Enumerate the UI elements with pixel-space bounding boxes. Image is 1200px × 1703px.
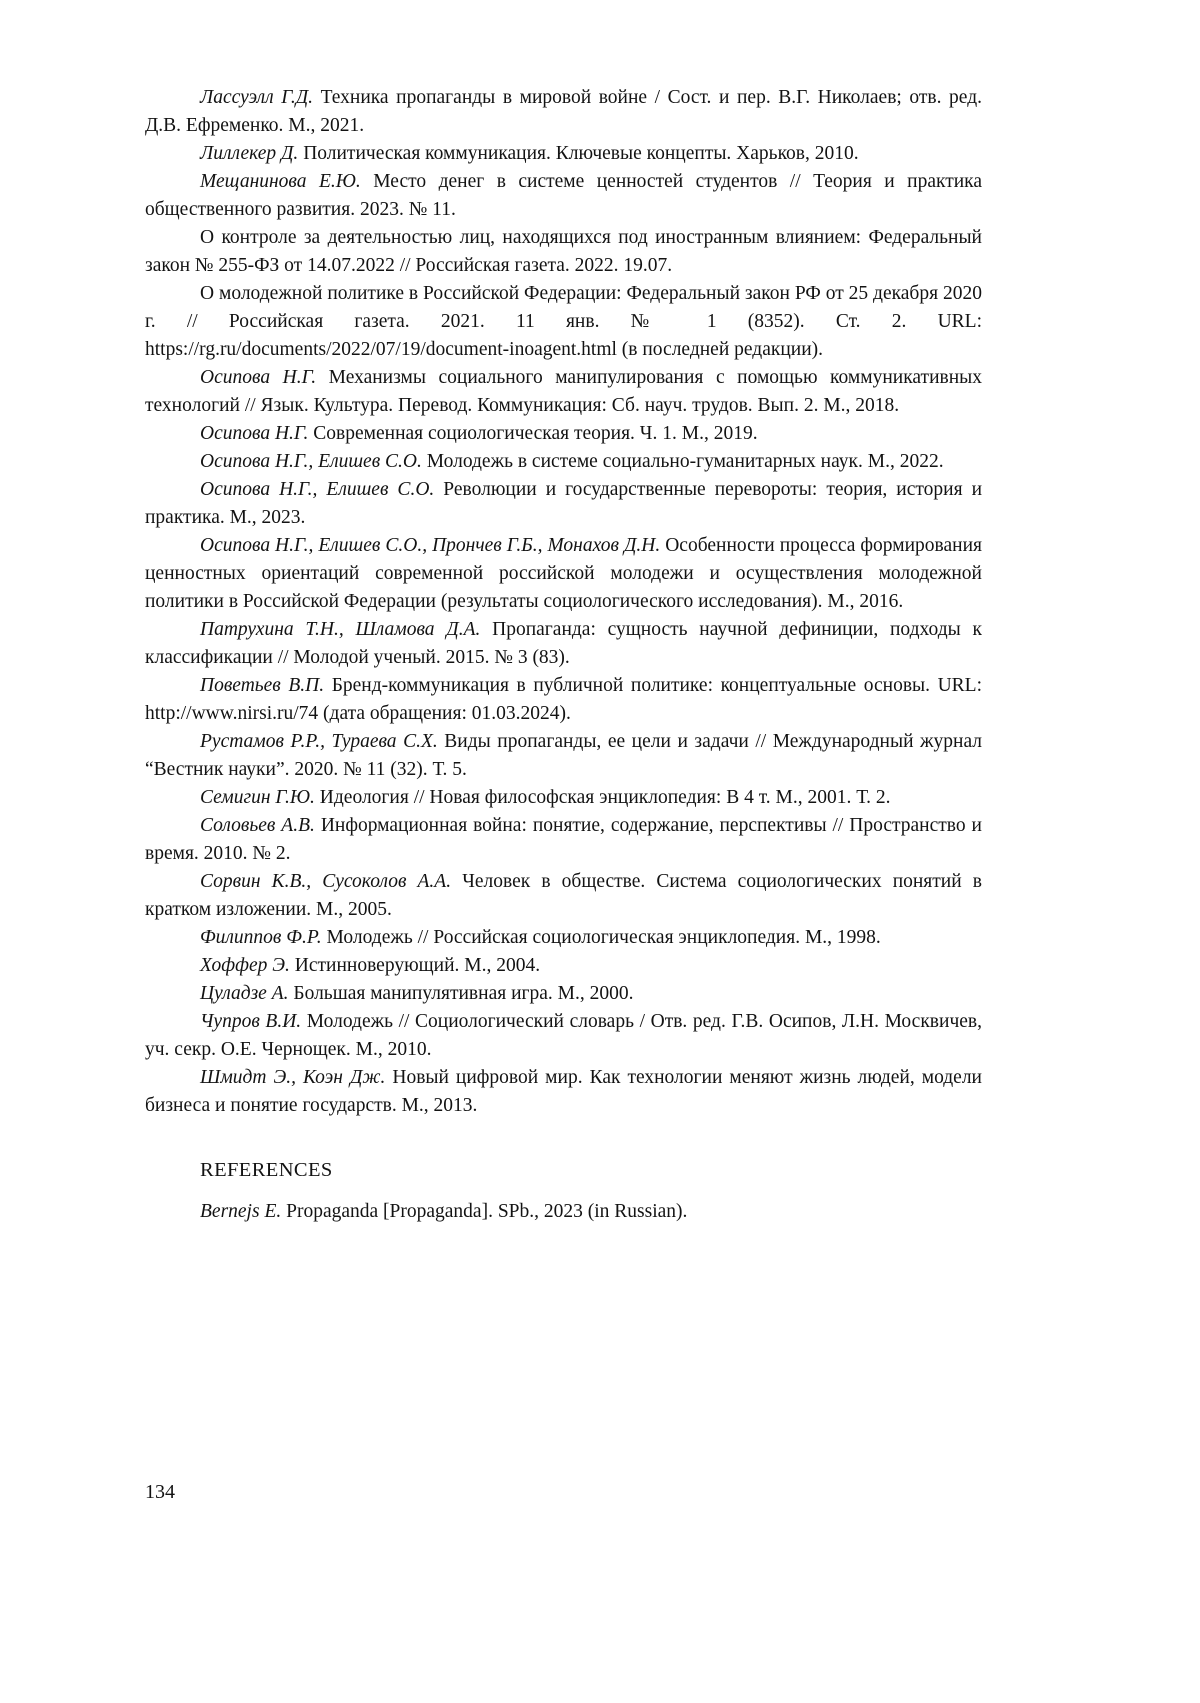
reference-entry — [145, 532, 982, 616]
reference-text: Новый цифровой мир. Как технологии меняют жизнь людей, модели бизнеса и понятие государств. М., 2013. — [145, 1067, 982, 1116]
reference-entry — [145, 224, 982, 280]
reference-author: Филиппов Ф.Р. — [200, 927, 327, 948]
reference-author: Патрухина Т.Н., Шламова Д.А. — [200, 619, 493, 640]
reference-text: Пропаганда: сущность научной дефиниции, подходы к классификации // Молодой ученый. 2015. № 3 (83). — [145, 619, 982, 668]
reference-entry — [145, 476, 982, 532]
reference-text: О контроле за деятельностью лиц, находящихся под иностранным влиянием: Федеральный закон № 255-ФЗ от 14.07.2022 // Российская газета. 2022. 19.07. — [145, 227, 982, 276]
reference-entry — [145, 420, 982, 448]
reference-author: Поветьев В.П. — [200, 675, 332, 696]
reference-author: Рустамов Р.Р., Тураева С.Х. — [200, 731, 445, 752]
reference-author: Bernejs E. — [200, 1201, 287, 1222]
reference-text: Большая манипулятивная игра. М., 2000. — [293, 983, 634, 1004]
reference-author: Лассуэлл Г.Д. — [200, 87, 321, 108]
reference-entry — [145, 812, 982, 868]
reference-author: Осипова Н.Г. — [200, 423, 314, 444]
reference-author: Семигин Г.Ю. — [200, 787, 320, 808]
reference-entry — [145, 728, 982, 784]
reference-entry — [145, 364, 982, 420]
reference-entry — [145, 924, 982, 952]
reference-text: Виды пропаганды, ее цели и задачи // Международный журнал “Вестник науки”. 2020. № 11 (32). Т. 5. — [145, 731, 982, 780]
reference-author: Мещанинова Е.Ю. — [200, 171, 374, 192]
reference-text: Революции и государственные перевороты: теория, история и практика. М., 2023. — [145, 479, 983, 528]
reference-text: Propaganda [Propaganda]. SPb., 2023 (in Russian). — [286, 1201, 688, 1222]
reference-author: Осипова Н.Г. — [200, 367, 329, 388]
reference-entry — [145, 868, 982, 924]
reference-text: Место денег в системе ценностей студентов // Теория и практика общественного развития. 2023. № 11. — [145, 171, 982, 220]
reference-text: Молодежь // Социологический словарь / Отв. ред. Г.В. Осипов, Л.Н. Москвичев, уч. секр. О.Е. Чернощек. М., 2010. — [145, 1011, 982, 1060]
reference-entry — [145, 616, 982, 672]
reference-text: Молодежь в системе социально-гуманитарных наук. М., 2022. — [426, 451, 944, 472]
reference-author: Шмидт Э., Коэн Дж. — [200, 1067, 393, 1088]
reference-entry — [145, 1064, 982, 1120]
reference-author: Осипова Н.Г., Елишев С.О., Прончев Г.Б., Монахов Д.Н. — [200, 535, 666, 556]
reference-author: Осипова Н.Г., Елишев С.О. — [200, 479, 444, 500]
reference-text: Бренд-коммуникация в публичной политике: концептуальные основы. URL: http://www.nirsi.ru/74 (дата обращения: 01.03.2024). — [145, 675, 983, 724]
reference-text: Идеология // Новая философская энциклопедия: В 4 т. М., 2001. Т. 2. — [319, 787, 891, 808]
reference-entry — [145, 84, 982, 140]
reference-text: Политическая коммуникация. Ключевые концепты. Харьков, 2010. — [303, 143, 859, 164]
reference-author: Хоффер Э. — [200, 955, 295, 976]
reference-text: О молодежной политике в Российской Федерации: Федеральный закон РФ от 25 декабря 2020 г. // Российская газета. 2021. 11 янв. № 1 (8352). Ст. 2. URL: https://rg.ru/documents/2022/07/19/document-inoagent.html (в последней редакции). — [145, 283, 982, 360]
reference-entry — [145, 980, 982, 1008]
reference-text: Молодежь // Российская социологическая энциклопедия. М., 1998. — [326, 927, 881, 948]
reference-entry — [145, 672, 982, 728]
reference-author: Чупров В.И. — [200, 1011, 307, 1032]
reference-author: Лиллекер Д. — [200, 143, 304, 164]
reference-entry — [145, 140, 982, 168]
reference-entry — [145, 1008, 982, 1064]
reference-author: Соловьев А.В. — [200, 815, 321, 836]
reference-entry — [145, 168, 982, 224]
reference-text: Истинноверующий. М., 2004. — [294, 955, 541, 976]
reference-entry — [145, 448, 982, 476]
reference-entry — [145, 280, 982, 364]
reference-author: Сорвин К.В., Сусоколов А.А. — [200, 871, 463, 892]
reference-text: Современная социологическая теория. Ч. 1. М., 2019. — [313, 423, 758, 444]
reference-author: Цуладзе А. — [200, 983, 294, 1004]
reference-text: Особенности процесса формирования ценностных ориентаций современной российской молодежи и осуществления молодежной политики в Российской Федерации (результаты социологического исследования). М., 2016. — [145, 535, 982, 612]
reference-entry-latin — [145, 1198, 982, 1226]
references-heading: REFERENCES — [200, 1159, 333, 1181]
reference-text: Техника пропаганды в мировой войне / Сост. и пер. В.Г. Николаев; отв. ред. Д.В. Ефременко. М., 2021. — [145, 87, 982, 136]
reference-entry — [145, 784, 982, 812]
page-number: 134 — [145, 1481, 175, 1503]
reference-text: Информационная война: понятие, содержание, перспективы // Пространство и время. 2010. № 2. — [145, 815, 982, 864]
reference-entry — [145, 952, 982, 980]
reference-author: Осипова Н.Г., Елишев С.О. — [200, 451, 427, 472]
reference-text: Механизмы социального манипулирования с помощью коммуникативных технологий // Язык. Культура. Перевод. Коммуникация: Сб. науч. трудов. Вып. 2. М., 2018. — [145, 367, 982, 416]
reference-text: Человек в обществе. Система социологических понятий в кратком изложении. М., 2005. — [145, 871, 982, 920]
